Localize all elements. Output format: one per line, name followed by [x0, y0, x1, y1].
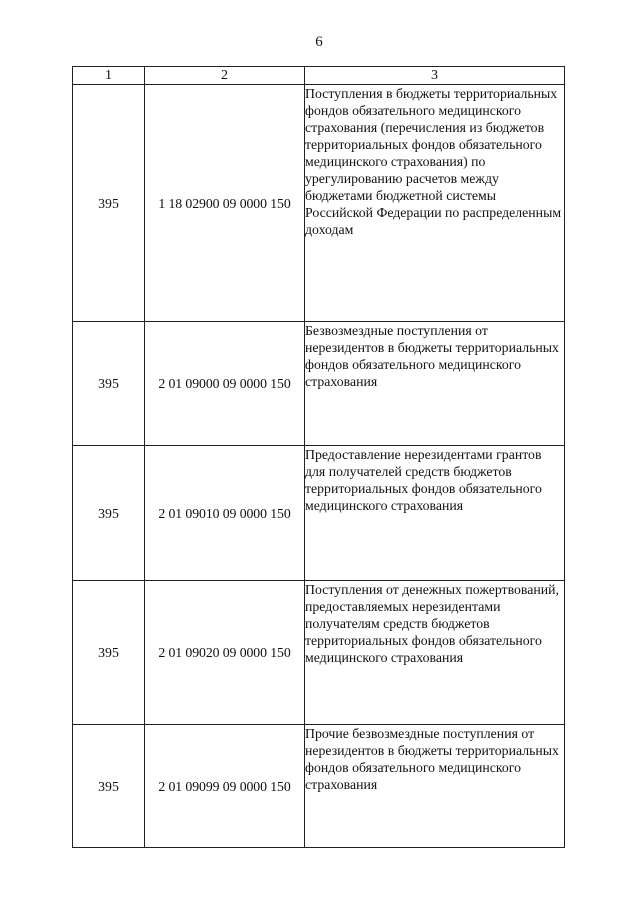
- income-name-cell: Поступления в бюджеты территориальных фондов обязательного медицинского страхования (перечисления из бюджетов территориальных фондов обязательного медицинского страхования) по урегулированию расчетов между бюджетами бюджетной системы Российской Федерации по распределенным доходам: [305, 85, 565, 322]
- kbk-code-cell: 2 01 09020 09 0000 150: [145, 581, 305, 725]
- kbk-code-cell: 2 01 09000 09 0000 150: [145, 322, 305, 446]
- header-col-3: 3: [305, 67, 565, 85]
- income-name-cell: Предоставление нерезидентами грантов для получателей средств бюджетов территориальных фондов обязательного медицинского страхования: [305, 446, 565, 581]
- kbk-code-cell: 1 18 02900 09 0000 150: [145, 85, 305, 322]
- table-row: [73, 725, 565, 848]
- admin-code-cell: 395: [73, 85, 145, 322]
- page-number: 6: [315, 34, 323, 50]
- income-name-cell: Поступления от денежных пожертвований, предоставляемых нерезидентами получателям средств бюджетов территориальных фондов обязательного медицинского страхования: [305, 581, 565, 725]
- table-header-row: [73, 67, 565, 85]
- header-col-2: 2: [145, 67, 305, 85]
- budget-classification-table: [72, 66, 565, 848]
- kbk-code-cell: 2 01 09099 09 0000 150: [145, 725, 305, 848]
- admin-code-cell: 395: [73, 581, 145, 725]
- table-row: [73, 322, 565, 446]
- table-row: [73, 85, 565, 322]
- admin-code-cell: 395: [73, 725, 145, 848]
- income-name-cell: Безвозмездные поступления от нерезидентов в бюджеты территориальных фондов обязательного медицинского страхования: [305, 322, 565, 446]
- kbk-code-cell: 2 01 09010 09 0000 150: [145, 446, 305, 581]
- table-row: [73, 581, 565, 725]
- table-row: [73, 446, 565, 581]
- admin-code-cell: 395: [73, 446, 145, 581]
- admin-code-cell: 395: [73, 322, 145, 446]
- income-name-cell: Прочие безвозмездные поступления от нерезидентов в бюджеты территориальных фондов обязательного медицинского страхования: [305, 725, 565, 848]
- header-col-1: 1: [73, 67, 145, 85]
